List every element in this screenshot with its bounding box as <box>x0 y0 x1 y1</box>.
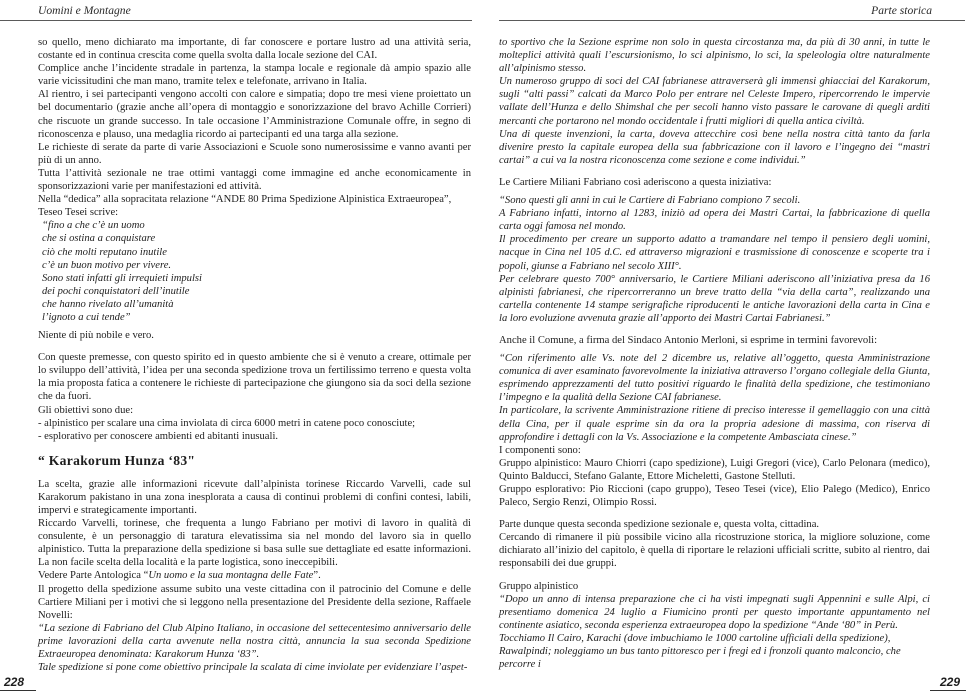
spacer <box>38 469 471 478</box>
section-heading: “ Karakorum Hunza ‘83" <box>38 452 196 468</box>
quote-paragraph: “La sezione di Fabriano del Club Alpino Italiano, in occasione del settecentesimo anniversario delle prime lavorazioni della carta avvenute nella nostra città, annuncia la sua seconda Spedizione Extraeuropea denominata: Karakorum Hunza ‘83”. <box>38 622 471 661</box>
paragraph: Al rientro, i sei partecipanti vengono accolti con calore e simpatia; dopo tre mesi viene proiettato un bel documentario (grazie anche all’opera di montaggio e sonorizzazione del bravo Achille Corrieri) che riscuote un grande successo. In tale occasione l’Amministrazione Comunale offre, in segno di riconoscenza e plauso, una medaglia ricordo ai partecipanti ed una targa alla sezione. <box>38 89 471 140</box>
quote-paragraph: Una di queste invenzioni, la carta, doveva attecchire così bene nella nostra città tanto da farla divenire presto la capitale europea della sua fabbricazione con il lavoro e l’ingegno dei “mastri cartai” a cui va la nostra riconoscenza come sezione e come individui.” <box>499 128 930 166</box>
paragraph: Le Cartiere Miliani Fabriano così aderiscono a questa iniziativa: <box>499 176 772 188</box>
quote-paragraph: Per celebrare questo 700° anniversario, le Cartiere Miliani aderiscono all’iniziativa presa da 16 alpinisti fabrianesi, che ripercorreranno un breve tratto della “via della carta”, realizzando una cartella contenente 14 stampe serigrafiche riproducenti le antiche lavorazioni della carta in Cina e la loro evoluzione avvenuta grazie all’apporto dei Mastri Cartai Fabrianesi.” <box>499 273 930 324</box>
quote-paragraph: “Sono questi gli anni in cui le Cartiere di Fabriano compiono 7 secoli. <box>499 195 801 207</box>
spacer <box>499 167 930 176</box>
poem-line: c’è un buon motivo per vivere. <box>42 259 172 271</box>
folio-rule <box>0 690 36 691</box>
quote-paragraph: A Fabriano infatti, intorno al 1283, iniziò ad opera dei Mastri Cartai, la fabbricazione di quella carta oggi famosa nel mondo. <box>499 208 930 233</box>
paragraph: Gli obiettivi sono due: <box>38 404 134 416</box>
spacer <box>38 443 471 452</box>
quote-paragraph: Il procedimento per creare un supporto adatto a tramandare nel tempo il pensiero degli uomini, nacque in Cina nel 105 d.C. ed attraverso migrazioni e trasmissione di conoscenze e scoperte tra i popoli, giunse a Fabriano nel secolo XIII°. <box>499 234 930 272</box>
folio-rule <box>930 690 966 691</box>
paragraph: Gruppo esplorativo: Pio Riccioni (capo gruppo), Teseo Tesei (vice), Elio Palego (Medico), Enrico Paleco, Sergio Renzi, Olimpio Rossi. <box>499 484 930 509</box>
paragraph: Le richieste di serate da parte di varie Associazioni e Scuole sono numerosissime e vanno avanti per più di un anno. <box>38 141 471 166</box>
objective-item: - alpinistico per scalare una cima inviolata di circa 6000 metri in catene poco conosciute; <box>38 417 416 429</box>
subsection-heading: Gruppo alpinistico <box>499 580 579 592</box>
paragraph: Gruppo alpinistico: Mauro Chiorri (capo spedizione), Luigi Gregori (vice), Carlo Pelonara (medico), Quinto Balducci, Stefano Galante, Ettore Micheletti, Gastone Stelluti. <box>499 457 930 482</box>
objective-item: - esplorativo per conoscere ambienti ed abitanti inusuali. <box>38 430 279 442</box>
spacer <box>499 571 930 580</box>
poem-line: dei pochi conquistatori dell’inutile <box>42 285 190 297</box>
page-number: 229 <box>939 675 960 689</box>
paragraph: Il progetto della spedizione assume subito una veste cittadina con il patrocinio del Comune e delle Cartiere Miliani per i motivi che si leggono nella presentazione del Presidente della sezione, Raffaele Novelli: <box>38 583 471 621</box>
reference-suffix: ”. <box>313 570 321 582</box>
poem-quote <box>38 219 471 324</box>
quote-paragraph: “Con riferimento alle Vs. note del 2 dicembre us, relative all’oggetto, questa Amministrazione comunica di aver esaminato favorevolmente la iniziativa attraverso l’organo collegiale della Giunta, esprimendo apprezzamenti del tutto positivi riguardo le finalità della spedizione, che testimoniano l’impegno e la qualità della Sezione CAI fabrianese. <box>499 353 930 404</box>
paragraph: Anche il Comune, a firma del Sindaco Antonio Merloni, si esprime in termini favorevoli: <box>499 334 878 346</box>
paragraph: La scelta, grazie alle informazioni ricevute dall’alpinista torinese Riccardo Varvelli, cade sul Karakorum pakistano in una zona inesplorata a causa di continui problemi di confini contesi, labili, impervi e strategicamente importanti. <box>38 478 471 516</box>
poem-line: l’ignoto a cui tende” <box>42 311 131 323</box>
poem-line: “fino a che c’è un uomo <box>42 220 145 232</box>
paragraph: Riccardo Varvelli, torinese, che frequenta a lungo Fabriano per motivi di lavoro in qualità di consulente, è un personaggio di taratura elevatissima sia nel mondo del lavoro sia in quello alpinistico. Tutta la preparazione della spedizione si basa sulle sue dettagliate ed esatte informazioni. La non facile scelta della località e la parte logistica, sono ineccepibili. <box>38 518 471 569</box>
spacer <box>499 509 930 518</box>
right-text-column <box>499 36 930 671</box>
paragraph: Con queste premesse, con questo spirito ed in questo ambiente che si è venuto a creare, ottimale per lo sviluppo dell’attività, l’idea per una seconda spedizione trova un fertilissimo terreno e questa volta la mia proposta fatica a contenere le richieste di partecipazione che giungono sia da soci della sezione che da fuori. <box>38 352 471 403</box>
spacer <box>499 325 930 334</box>
paragraph: Tutta l’attività sezionale ne trae ottimi vantaggi come immagine ed anche economicamente in sponsorizzazioni varie per manifestazioni ed attività. <box>38 167 471 193</box>
paragraph: so quello, meno dichiarato ma importante, di far conoscere e portare lustro ad una attività seria, costante ed in continua crescita come quella svolta dalla locale sezione del CAI. <box>38 37 471 62</box>
running-head: Uomini e Montagne <box>38 4 131 17</box>
running-head: Parte storica <box>871 4 932 17</box>
poem-line: che si ostina a conquistare <box>42 233 156 245</box>
right-page <box>483 0 966 699</box>
quote-paragraph: Tale spedizione si pone come obiettivo principale la scalata di cime inviolate per evidenziare l’aspet- <box>38 662 468 674</box>
paragraph: I componenti sono: <box>499 444 581 456</box>
quote-paragraph: Un numeroso gruppo di soci del CAI fabrianese attraverserà gli immensi ghiacciai del Karakorum, sugli “alti passi” calcati da Marco Polo per entrare nel Celeste Impero, ripercorrendo le impervie vallate dell’Hunza e dello Shimshal che per secoli hanno visto passare le carovane di quegli arditi mercanti che portarono nel mondo occidentale i frutti migliori di quella antica civiltà. <box>499 76 930 127</box>
reference-title: Un uomo e la sua montagna delle Fate <box>148 570 314 582</box>
page-number: 228 <box>4 675 25 689</box>
left-text-column <box>38 36 471 674</box>
quote-paragraph: to sportivo che la Sezione esprime non solo in questa circostanza ma, da più di 30 anni, in tutte le molteplici attività quali l’escursionismo, lo sci alpinismo, lo sci, la speleologia oltre naturalmente all’alpinismo stesso. <box>499 37 930 75</box>
header-rule <box>499 20 965 21</box>
paragraph: Parte dunque questa seconda spedizione sezionale e, questa volta, cittadina. <box>499 519 820 531</box>
paragraph: Cercando di rimanere il più possibile vicino alla ricostruzione storica, la migliore soluzione, come dichiarato all’inizio del capitolo, è quella di riportare le relazioni ufficiali scritte, subito al rientro, dai responsabili dei due gruppi. <box>499 532 930 570</box>
reference-prefix: Vedere Parte Antologica “ <box>38 570 149 582</box>
header-rule <box>0 20 472 21</box>
spacer <box>38 342 471 351</box>
quote-paragraph: “Dopo un anno di intensa preparazione che ci ha visti impegnati sugli Appennini e sulle Alpi, ci presentiamo domenica 24 luglio a Fiumicino pronti per questo importante appuntamento nel continente asiatico, seconda esperienza extraeuropea dopo la spedizione “Ande ‘80” in Perù. <box>499 593 930 631</box>
poem-line: ciò che molti reputano inutile <box>42 246 167 258</box>
quote-paragraph: Tocchiamo Il Cairo, Karachi (dove imbuchiamo le 1000 cartoline ufficiali della spedizione), Rawalpindi; noleggiamo un bus tanto pittoresco per i fregi ed i fronzoli quanto malconcio, che percorre i <box>499 632 901 671</box>
paragraph <box>38 569 471 582</box>
paragraph: Complice anche l’incidente stradale in partenza, la stampa locale e regionale dà ampio spazio alle varie vicissitudini che man mano, tramite telex e telefonate, arrivano in Italia. <box>38 63 471 88</box>
paragraph: Niente di più nobile e vero. <box>38 330 154 342</box>
poem-line: che hanno rivelato all’umanità <box>42 298 174 310</box>
paragraph: Nella “dedica” alla sopracitata relazione “ANDE 80 Prima Spedizione Alpinistica Extraeuropea”, <box>38 194 452 206</box>
quote-paragraph: In particolare, la scrivente Amministrazione ritiene di preciso interesse il gemellaggio con una città della Cina, per il quale esprime sin da ora la propria adesione di massima, con riserva di approfondire i dettagli con la Vs. Associazione e la competente Ambasciata cinese.” <box>499 405 930 443</box>
paragraph: Teseo Tesei scrive: <box>38 207 119 219</box>
poem-line: Sono stati infatti gli irrequieti impulsi <box>42 272 202 284</box>
